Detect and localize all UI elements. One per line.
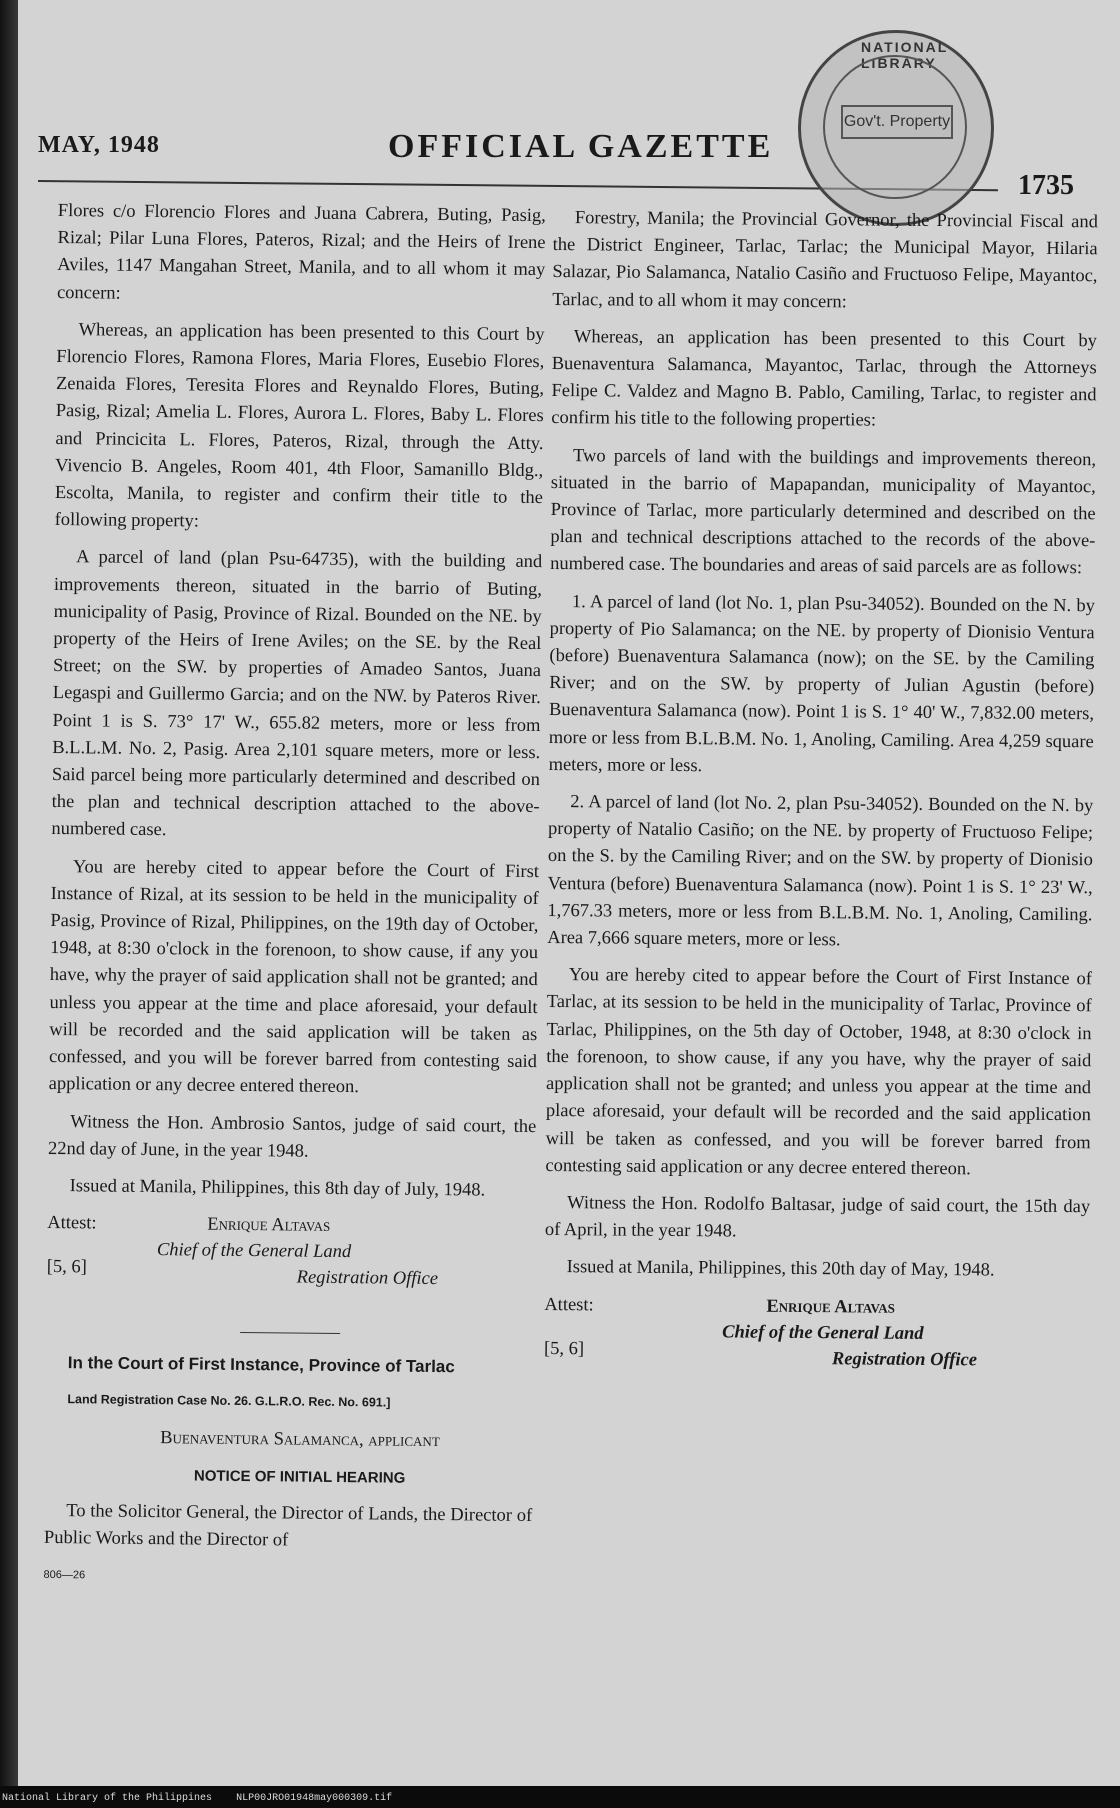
- right-paragraph: Issued at Manila, Philippines, this 20th day of May, 1948.: [566, 1257, 995, 1281]
- right-paragraph: You are hereby cited to appear before the Court of First Instance of Tarlac, at its session to be held in the municipality of Tarlac, Province of Tarlac, Philippines, on the 5th day of October, 1948, at 8:30 o'clock in the forenoon, to show cause, if any you have, why the prayer of said application shall not be granted; and unless you appear at the time and place aforesaid, your default will be recorded and the said application will be taken as confessed, and you will be forever barred from contesting said application or any decree entered thereon.: [545, 965, 1093, 1180]
- page-edge-shadow: [0, 0, 18, 1786]
- left-paragraph: Issued at Manila, Philippines, this 8th day of July, 1948.: [69, 1176, 486, 1201]
- left-paragraph: To the Solicitor General, the Director of Lands, the Director of Public Works and the Director of: [43, 1501, 533, 1551]
- right-paragraph: Witness the Hon. Rodolfo Baltasar, judge of said court, the 15th day of April, in the year 1948.: [544, 1193, 1091, 1242]
- attest-title-line2: Registration Office: [296, 1267, 439, 1290]
- issue-reference: [5, 6]: [543, 1338, 585, 1359]
- page-number: 1735: [1018, 170, 1074, 201]
- left-paragraph: Flores c/o Florencio Flores and Juana Cabrera, Buting, Pasig, Rizal; Pilar Luna Flores, Pateros, Rizal; and the Heirs of Irene Aviles, 1147 Mangahan Street, Manila, and to all whom it may concern:: [56, 200, 546, 304]
- notice-title: NOTICE OF INITIAL HEARING: [193, 1467, 406, 1487]
- attest-name: Enrique Altavas: [207, 1214, 331, 1237]
- attest-title-line1: Chief of the General Land: [156, 1240, 352, 1263]
- right-paragraph: 2. A parcel of land (lot No. 2, plan Psu-34052). Bounded on the N. by property of Natalio Casiño; on the NE. by property of Fructuoso Felipe; on the S. by the Camiling River; and on the SW. by property of Dionisio Ventura (before) Buenaventura Salamanca (now). Point 1 is S. 1° 23' W., 1,767.33 meters, more or less from B.L.B.M. No. 1, Anoling, Camiling. Area 7,666 square meters, more or less.: [547, 792, 1094, 951]
- gazette-page: [18, 0, 1120, 1786]
- right-column: [544, 205, 1098, 1394]
- left-column: [43, 198, 546, 1595]
- section-divider: [240, 1332, 340, 1334]
- library-seal-stamp: [798, 30, 994, 226]
- attest-label: Attest:: [544, 1294, 594, 1315]
- case-line: Land Registration Case No. 26. G.L.R.O. Rec. No. 691.]: [67, 1392, 391, 1410]
- header-title: OFFICIAL GAZETTE: [388, 128, 774, 165]
- left-attest-block: [46, 1210, 535, 1313]
- attest-name: Enrique Altavas: [766, 1296, 895, 1318]
- left-paragraph: Witness the Hon. Ambrosio Santos, judge of said court, the 22nd day of June, in the year 1948.: [47, 1111, 537, 1162]
- right-attest-block: [544, 1291, 1090, 1393]
- right-paragraph: 1. A parcel of land (lot No. 1, plan Psu-34052). Bounded on the N. by property of Pio Salamanca; on the NE. by property of Dionisio Ventura (before) Buenaventura Salamanca (now); on the SE. by the Camiling River; and on the SW. by property of Julian Agustin (before) Buenaventura Salamanca (now). Point 1 is S. 1° 40' W., 7,832.00 meters, more or less from B.L.B.M. No. 1, Anoling, Camiling. Area 4,259 square meters, more or less.: [548, 591, 1095, 777]
- footer-library: National Library of the Philippines: [2, 1793, 213, 1804]
- right-paragraph: Whereas, an application has been presented to this Court by Buenaventura Salamanca, Mayantoc, Tarlac, through the Attorneys Felipe C. Valdez and Magno B. Pablo, Camiling, Tarlac, to register and confirm his title to the following properties:: [551, 326, 1098, 431]
- left-paragraph: A parcel of land (plan Psu-64735), with the building and improvements thereon, situated in the barrio of Buting, municipality of Pasig, Province of Rizal. Bounded on the NE. by property of the Heirs of Irene Aviles; on the SE. by the Real Street; on the SW. by properties of Amadeo Santos, Juana Legaspi and Guillermo Garcia; and on the NW. by Pateros River. Point 1 is S. 73° 17' W., 655.82 meters, more or less from B.L.L.M. No. 2, Pasig. Area 2,101 square meters, more or less. Said parcel being more particularly determined and described on the plan and technical description attached to the above-numbered case.: [51, 547, 543, 841]
- attest-title-line2: Registration Office: [831, 1348, 978, 1370]
- header-date: MAY, 1948: [38, 132, 160, 158]
- applicant-line: Buenaventura Salamanca, applicant: [160, 1427, 440, 1451]
- right-paragraph: Forestry, Manila; the Provincial Governor, the Provincial Fiscal and the District Engineer, Tarlac, Tarlac; the Municipal Mayor, Hilaria Salazar, Pio Salamanca, Natalio Casiño and Fructuoso Felipe, Mayantoc, Tarlac, and to all whom it may concern:: [552, 208, 1098, 312]
- right-paragraph: Two parcels of land with the buildings and improvements thereon, situated in the barrio of Mapapandan, municipality of Mayantoc, Province of Tarlac, more particularly determined and described on the plan and technical descriptions attached to the records of the above-numbered case. The boundaries and areas of said parcels are as follows:: [550, 445, 1097, 579]
- court-heading: In the Court of First Instance, Province of Tarlac: [67, 1353, 455, 1377]
- scan-footer: [2, 1793, 392, 1804]
- issue-reference: [5, 6]: [46, 1257, 87, 1278]
- attest-label: Attest:: [47, 1213, 97, 1234]
- stamp-arc-text: NATIONAL LIBRARY: [861, 39, 949, 71]
- left-paragraph: Whereas, an application has been presented to this Court by Florencio Flores, Ramona Flores, Maria Flores, Eusebio Flores, Zenaida Flores, Teresita Flores and Reynaldo Flores, Buting, Pasig, Rizal; Amelia L. Flores, Aurora L. Flores, Baby L. Flores and Princicita L. Flores, Pateros, Rizal, through the Atty. Vivencio B. Angeles, Room 401, 4th Floor, Samanillo Bldg., Escolta, Manila, to register and confirm their title to the following property:: [54, 320, 545, 532]
- stamp-box-label: Gov't. Property: [841, 105, 953, 139]
- attest-title-line1: Chief of the General Land: [722, 1321, 924, 1344]
- left-paragraph: You are hereby cited to appear before the Court of First Instance of Rizal, at its session to be held in the municipality of Pasig, Province of Rizal, Philippines, on the 19th day of October, 1948, at 8:30 o'clock in the forenoon, to show cause, if any you have, why the prayer of said application shall not be granted; and unless you appear at the time and place aforesaid, your default will be recorded and the said application will be taken as confessed, and you will be forever barred from contesting said application or any decree entered thereon.: [48, 856, 540, 1098]
- print-code: 806—26: [43, 1569, 86, 1582]
- footer-filename: NLP00JRO01948may000309.tif: [236, 1793, 393, 1804]
